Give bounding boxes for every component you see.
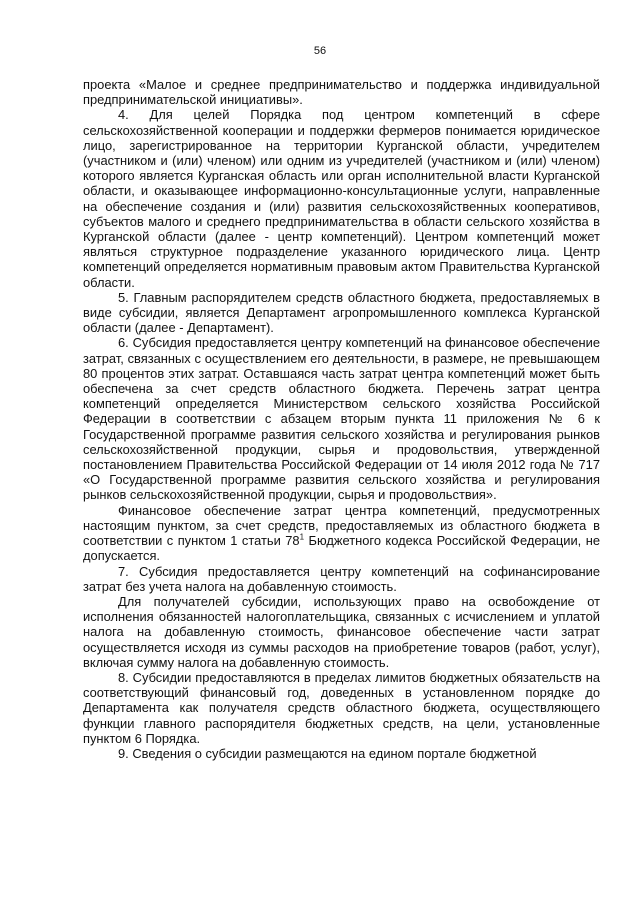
document-body [83,77,600,761]
paragraph-item-8: 8. Субсидии предоставляются в пределах лимитов бюджетных обязательств на соответствующий финансовый год, доведенных в установленном порядке до Департамента как получателя средств областного бюджета, осуществляющего функции главного распорядителя бюджетных средств, на цели, установленные пунктом 6 Порядка. [83,669,600,746]
page-number: 56 [313,45,327,57]
paragraph-item-9: 9. Сведения о субсидии размещаются на едином портале бюджетной [118,745,537,761]
paragraph-item-7: 7. Субсидия предоставляется центру компетенций на софинансирование затрат без учета налога на добавленную стоимость. [83,563,600,594]
paragraph-item-6-second [83,503,600,564]
paragraph-item-7-second: Для получателей субсидии, использующих право на освобождение от исполнения обязанностей налогоплательщика, связанных с исчислением и уплатой налога на добавленную стоимость, финансовое обеспечение части затрат осуществляется исходя из суммы расходов на приобретение товаров (работ, услуг), включая сумму налога на добавленную стоимость. [83,593,600,670]
paragraph-item-4: 4. Для целей Порядка под центром компетенций в сфере сельскохозяйственной кооперации и поддержки фермеров понимается юридическое лицо, зарегистрированное на территории Курганской области, учредителем (участником и (или) членом) или одним из учредителей (участником и (или) членом) которого является Курганская область или орган исполнительной власти Курганской области, и оказывающее информационно-консультационные услуги, направленные на обеспечение создания и (или) развития сельскохозяйственных кооперативов, субъектов малого и среднего предпринимательства в области сельского хозяйства в Курганской области (далее - центр компетенций). Центром компетенций может являться структурное подразделение указанного юридического лица. Центр компетенций определяется нормативным правовым актом Правительства Курганской области. [83,107,600,290]
paragraph-text: Финансовое обеспечение затрат центра компетенций, предусмотренных настоящим пунктом, за счет средств, предоставляемых из областного бюджета в соответствии с пунктом 1 статьи 78 [83,502,600,549]
paragraph-item-6: 6. Субсидия предоставляется центру компетенций на финансовое обеспечение затрат, связанных с осуществлением его деятельности, в размере, не превышающем 80 процентов этих затрат. Оставшаяся часть затрат центра компетенций может быть обеспечена за счет средств областного бюджета. Перечень затрат центра компетенций определяется Министерством сельского хозяйства Российской Федерации в соответствии с абзацем вторым пункта 11 приложения № 6 к Государственной программе развития сельского хозяйства и регулирования рынков сельскохозяйственной продукции, сырья и продовольствия, утвержденной постановлением Правительства Российской Федерации от 14 июля 2012 года № 717 «О Государственной программе развития сельского хозяйства и регулирования рынков сельскохозяйственной продукции, сырья и продовольствия». [83,335,600,503]
paragraph-item-5: 5. Главным распорядителем средств областного бюджета, предоставляемых в виде субсидии, является Департамент агропромышленного комплекса Курганской области (далее - Департамент). [83,289,600,336]
superscript: 1 [299,532,305,542]
paragraph-text: Бюджетного кодекса Российской Федерации, не допускается. [83,533,600,564]
paragraph-continuation: проекта «Малое и среднее предпринимательство и поддержка индивидуальной предпринимательской инициативы». [83,77,600,108]
